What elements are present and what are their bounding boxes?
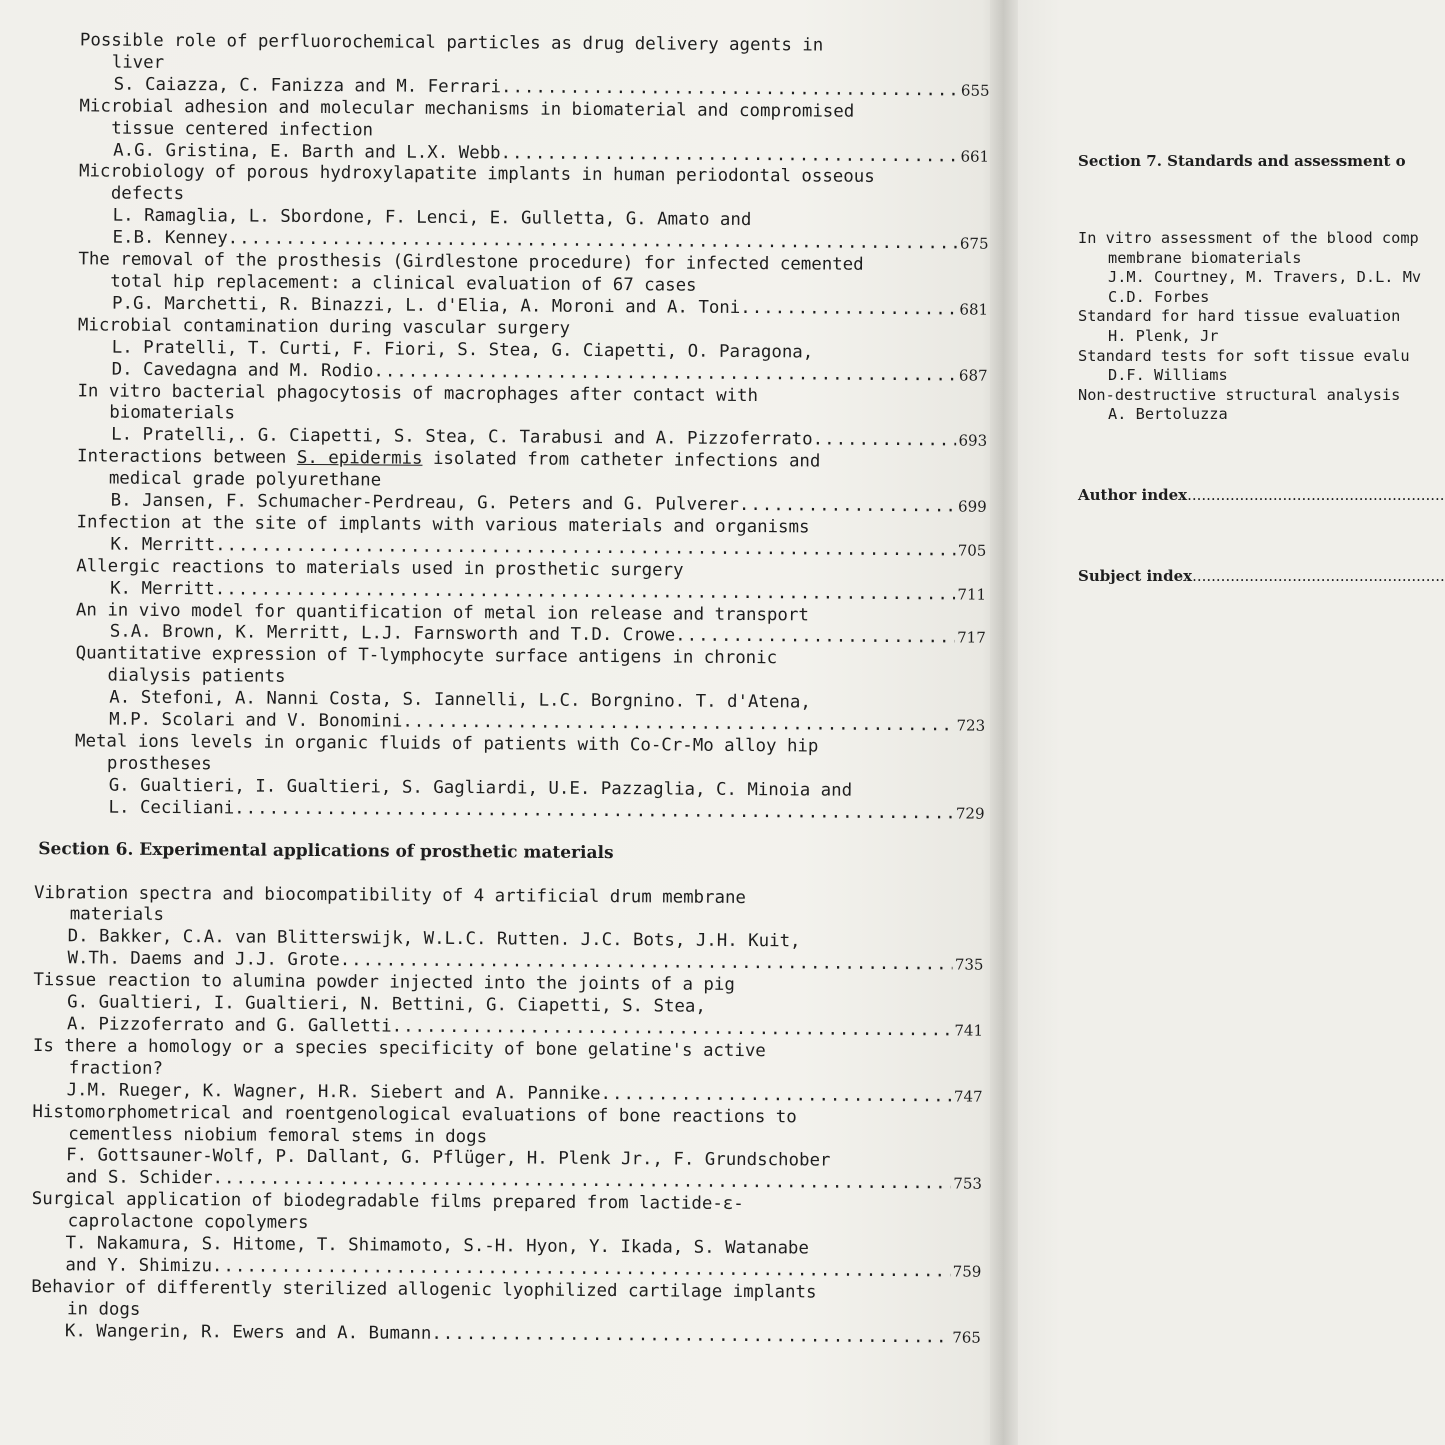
section-7-entries xyxy=(1078,229,1445,425)
entry-title-line: cementless niobium femoral stems in dogs xyxy=(68,1123,488,1147)
entry-title-line: tissue centered infection xyxy=(111,118,374,141)
toc-entry[interactable] xyxy=(1078,347,1445,386)
entry-title-line: Allergic reactions to materials used in prosthetic surgery xyxy=(76,556,684,581)
title-fragment: Interactions between xyxy=(76,446,297,469)
entry-authors: K. Merritt xyxy=(110,534,216,556)
page-number: 661 xyxy=(960,147,990,166)
entry-authors: G. Gualtieri, I. Gualtieri, N. Bettini, G. Ciapetti, S. Stea, xyxy=(67,992,706,1017)
dot-leader xyxy=(501,77,959,102)
toc-entry[interactable] xyxy=(75,644,986,738)
toc-entry[interactable] xyxy=(1078,307,1445,346)
entry-authors: K. Merritt xyxy=(110,578,215,599)
subject-index-entry[interactable] xyxy=(1078,567,1445,587)
entry-authors: L. Ramaglia, L. Sbordone, F. Lenci, E. Gulletta, G. Amato and xyxy=(112,205,752,231)
toc-entry[interactable] xyxy=(1078,386,1445,425)
page-number: 675 xyxy=(959,234,989,253)
entry-authors: A. Pizzoferrato and G. Galletti xyxy=(66,1014,392,1037)
toc-entry[interactable] xyxy=(78,162,989,256)
entry-authors: J.M. Rueger, K. Wagner, H.R. Siebert and A. Pannike xyxy=(66,1079,601,1104)
entry-title-line: prostheses xyxy=(106,753,212,775)
toc-entry[interactable] xyxy=(78,315,988,387)
entry-title-line: In vitro assessment of the blood comp xyxy=(1078,228,1419,247)
entry-authors: B. Jansen, F. Schumacher-Perdreau, G. Peters and G. Pulverer xyxy=(110,490,739,515)
toc-entry[interactable] xyxy=(76,556,986,606)
toc-entry[interactable] xyxy=(32,1102,983,1196)
page-number: 735 xyxy=(954,955,984,974)
entry-authors: L. Pratelli,. G. Ciapetti, S. Stea, C. Tarabusi and A. Pizzoferrato xyxy=(111,424,813,450)
page-number: 729 xyxy=(955,804,985,823)
entry-authors: D. Bakker, C.A. van Blitterswijk, W.L.C. Rutten. J.C. Bots, J.H. Kuit, xyxy=(67,926,801,952)
entry-authors: F. Gottsauner-Wolf, P. Dallant, G. Pflüger, H. Plenk Jr., F. Grundschober xyxy=(66,1145,831,1172)
entry-authors: L. Ceciliani xyxy=(108,797,235,819)
page-number: 717 xyxy=(957,628,986,648)
toc-entry[interactable] xyxy=(80,30,990,102)
section-5-entries xyxy=(24,30,989,825)
subject-index-label: Subject index xyxy=(1078,566,1193,585)
entry-authors: D. Cavedagna and M. Rodio xyxy=(111,359,374,381)
entry-authors: D.F. Williams xyxy=(1108,366,1228,385)
page-number: 711 xyxy=(957,585,987,604)
page-number: 759 xyxy=(952,1262,982,1281)
entry-title-line: biomaterials xyxy=(109,402,236,424)
page-number: 687 xyxy=(958,366,988,385)
dot-leader xyxy=(431,1323,950,1349)
page-number: 693 xyxy=(958,431,988,451)
toc-entry[interactable] xyxy=(74,731,985,825)
title-fragment: isolated from catheter infections and xyxy=(422,448,821,472)
toc-entry[interactable] xyxy=(33,883,984,977)
entry-authors: M.P. Scolari and V. Bonomini xyxy=(109,709,403,732)
toc-entry[interactable] xyxy=(77,447,987,519)
page-number: 705 xyxy=(957,541,987,560)
author-index-entry[interactable] xyxy=(1078,486,1445,506)
entry-authors: A.G. Gristina, E. Barth and L.X. Webb xyxy=(113,140,501,163)
toc-entry[interactable] xyxy=(76,512,986,562)
dot-leader xyxy=(813,430,957,453)
dot-leader xyxy=(675,626,955,650)
entry-title-line: in dogs xyxy=(67,1299,141,1320)
page-number: 699 xyxy=(957,497,987,516)
entry-title-line: In vitro bacterial phagocytosis of macrophages after contact with xyxy=(77,380,759,406)
entry-authors: E.B. Kenney xyxy=(112,227,228,249)
entry-title-line: Non-destructive structural analysis xyxy=(1078,385,1401,404)
entry-title-line: Histomorphometrical and roentgenological evaluations of bone reactions to xyxy=(32,1101,797,1127)
entry-title-line: Metal ions levels in organic fluids of patients with Co-Cr-Mo alloy hip xyxy=(74,731,819,757)
entry-title-line: materials xyxy=(69,904,165,926)
toc-entry[interactable] xyxy=(76,600,986,650)
entry-authors: K. Wangerin, R. Ewers and A. Bumann xyxy=(64,1320,432,1344)
page-number: 681 xyxy=(959,300,989,319)
entry-title-line: fraction? xyxy=(68,1058,164,1079)
entry-title-line: liver xyxy=(111,52,165,73)
entry-authors: L. Pratelli, T. Curti, F. Fiori, S. Stea, G. Ciapetti, O. Paragona, xyxy=(111,337,814,363)
page-number: 765 xyxy=(952,1328,981,1347)
entry-authors: and S. Schider xyxy=(65,1167,213,1189)
entry-authors: and Y. Shimizu xyxy=(65,1255,213,1277)
entry-title-line: Microbial contamination during vascular surgery xyxy=(77,315,571,339)
toc-entry[interactable] xyxy=(79,96,989,168)
dot-leader xyxy=(740,298,957,321)
entry-title-line: Vibration spectra and biocompatibility of 4 artificial drum membrane xyxy=(33,882,746,908)
entry-title-line: defects xyxy=(110,183,185,205)
entry-title-line: caprolactone copolymers xyxy=(67,1211,309,1234)
table-of-contents-left xyxy=(21,30,990,1349)
toc-entry[interactable] xyxy=(77,381,987,453)
page-number: 753 xyxy=(953,1174,983,1193)
entry-title-line: Standard for hard tissue evaluation xyxy=(1078,307,1401,326)
dot-leader xyxy=(600,1084,952,1108)
section-6-entries xyxy=(21,883,984,1350)
toc-entry[interactable] xyxy=(1078,229,1445,307)
page-number: 723 xyxy=(956,716,986,735)
entry-authors: T. Nakamura, S. Hitome, T. Shimamoto, S.-H. Hyon, Y. Ikada, S. Watanabe xyxy=(65,1233,809,1259)
entry-authors: A. Stefoni, A. Nanni Costa, S. Iannelli, L.C. Borgnino. T. d'Atena, xyxy=(109,687,811,713)
entry-authors: P.G. Marchetti, R. Binazzi, L. d'Elia, A. Moroni and A. Toni xyxy=(112,293,741,318)
dot-leader xyxy=(500,143,958,168)
dot-leader xyxy=(1187,486,1445,506)
entry-title-line: medical grade polyurethane xyxy=(108,468,382,491)
right-page xyxy=(1018,0,1445,1445)
entry-authors: H. Plenk, Jr xyxy=(1108,326,1219,345)
entry-title-line: Microbial adhesion and molecular mechanisms in biomaterial and compromised xyxy=(79,96,855,122)
entry-title-line: Standard tests for soft tissue evalu xyxy=(1078,346,1410,365)
entry-authors: G. Gualtieri, I. Gualtieri, S. Gagliardi, U.E. Pazzaglia, C. Minoia and xyxy=(108,775,853,801)
entry-title-line: Quantitative expression of T-lymphocyte surface antigens in chronic xyxy=(75,643,778,669)
species-name: S. epidermis xyxy=(296,448,423,469)
table-of-contents-right xyxy=(1078,113,1445,626)
entry-title-line: Tissue reaction to alumina powder injected into the joints of a pig xyxy=(33,970,735,996)
dot-leader xyxy=(1192,567,1445,587)
book-gutter xyxy=(990,0,1020,1445)
entry-title-line: membrane biomaterials xyxy=(1108,248,1302,267)
entry-title-line: Is there a homology or a species specificity of bone gelatine's active xyxy=(32,1035,766,1062)
entry-title-line: total hip replacement: a clinical evaluation of 67 cases xyxy=(110,271,697,296)
entry-authors: A. Bertoluzza xyxy=(1108,405,1228,424)
toc-entry[interactable] xyxy=(31,1189,982,1283)
entry-authors: C.D. Forbes xyxy=(1108,287,1210,306)
entry-title-line: Infection at the site of implants with various materials and organisms xyxy=(76,512,810,538)
entry-title-line: Microbiology of porous hydroxylapatite implants in human periodontal osseous xyxy=(78,161,875,188)
entry-title-line: The removal of the prosthesis (Girdlestone procedure) for infected cemented xyxy=(78,249,864,275)
toc-entry[interactable] xyxy=(33,1036,983,1108)
page-number: 747 xyxy=(953,1087,983,1106)
toc-entry[interactable] xyxy=(31,1277,981,1349)
entry-title-line: Possible role of perfluorochemical particles as drug delivery agents in xyxy=(79,30,824,56)
page-number: 655 xyxy=(960,81,990,100)
entry-authors: S. Caiazza, C. Fanizza and M. Ferrari xyxy=(113,74,502,98)
entry-authors: J.M. Courtney, M. Travers, D.L. Mv xyxy=(1108,268,1422,287)
page-number: 741 xyxy=(954,1021,984,1040)
entry-title-line: dialysis patients xyxy=(107,665,286,688)
author-index-label: Author index xyxy=(1078,486,1188,505)
entry-title-line: An in vivo model for quantification of metal ion release and transport xyxy=(75,599,809,626)
entry-title-line: Surgical application of biodegradable films prepared from lactide-ε- xyxy=(31,1189,744,1215)
entry-authors: S.A. Brown, K. Merritt, L.J. Farnsworth and T.D. Crowe xyxy=(109,622,676,646)
toc-entry[interactable] xyxy=(78,249,988,321)
entry-title-line: Behavior of differently sterilized allogenic lyophilized cartilage implants xyxy=(31,1276,817,1303)
toc-entry[interactable] xyxy=(33,970,983,1042)
section-6-heading: Section 6. Experimental applications of prosthetic materials xyxy=(38,838,614,863)
section-7-heading: Section 7. Standards and assessment o xyxy=(1078,152,1406,171)
entry-authors: W.Th. Daems and J.J. Grote xyxy=(67,948,340,971)
dot-leader xyxy=(739,495,956,518)
